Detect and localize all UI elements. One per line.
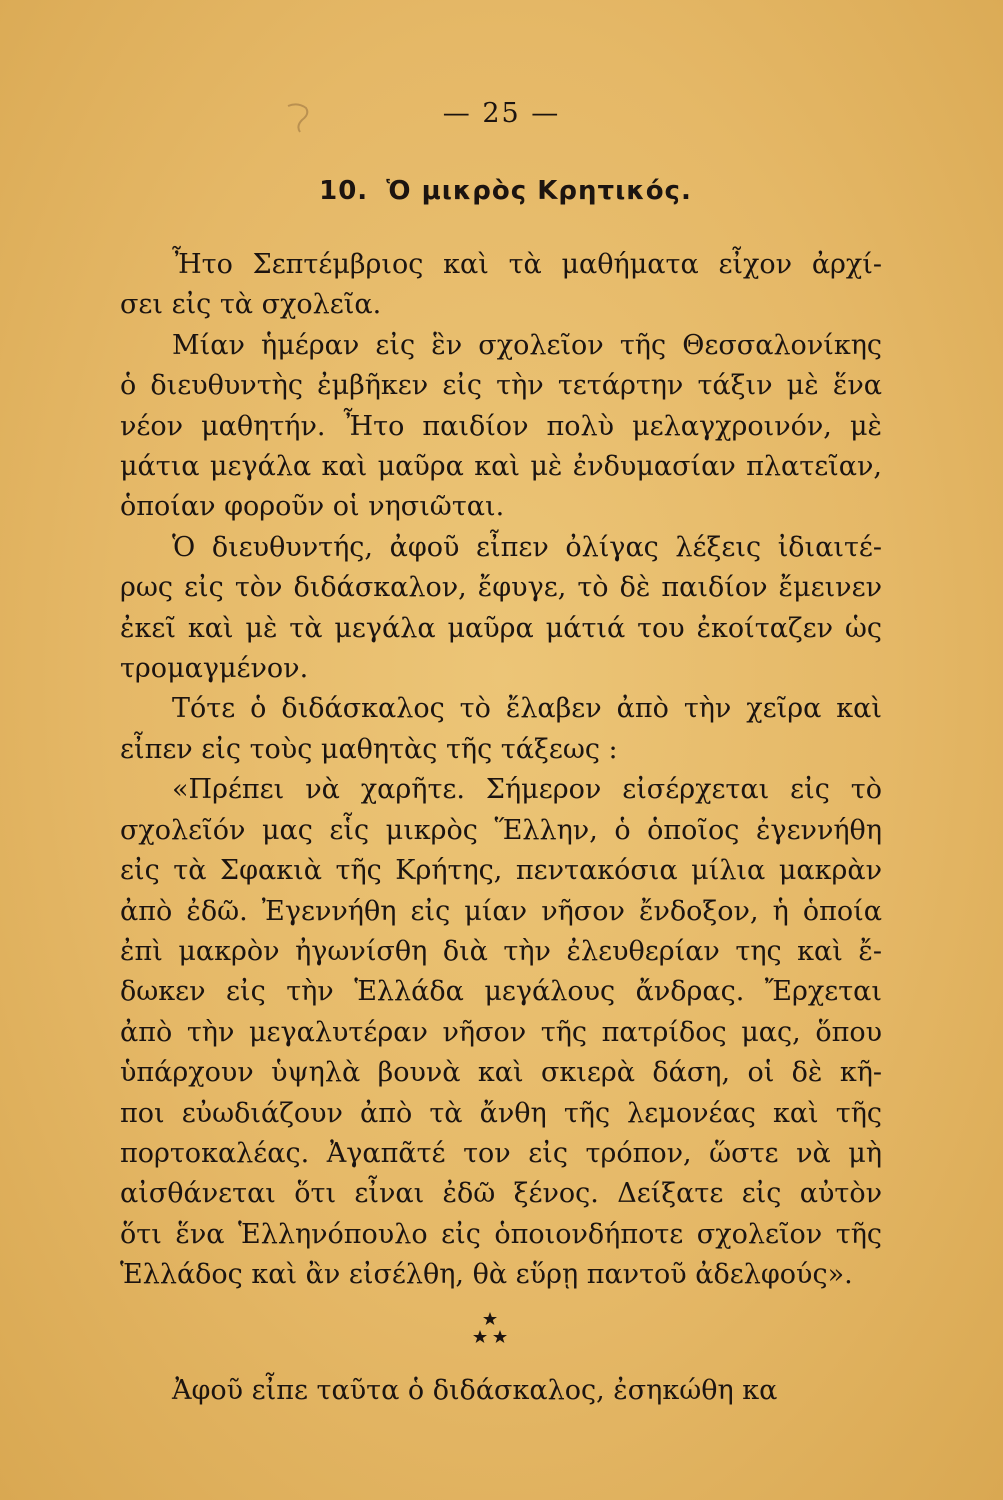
text-line: Ὁ διευθυντής, ἀφοῦ εἶπεν ὀλίγας λέξεις ἰδιαιτέ- [172,531,882,563]
chapter-heading [0,176,1003,206]
text-line: εἰς τὰ Σφακιὰ τῆς Κρήτης, πεντακόσια μίλια μακρὰν [120,855,882,887]
text-line: Τότε ὁ διδάσκαλος τὸ ἔλαβεν ἀπὸ τὴν χεῖρα καὶ [172,693,882,725]
text-line: ρως εἰς τὸν διδάσκαλον, ἔφυγε, τὸ δὲ παιδίον ἔμεινεν [120,572,882,604]
text-line: πορτοκαλέας. Ἀγαπᾶτέ τον εἰς τρόπον, ὥστε νὰ μὴ [120,1137,882,1169]
text-line: ἀπὸ ἐδῶ. Ἐγεννήθη εἰς μίαν νῆσον ἔνδοξον, ἡ ὁποία [120,895,882,927]
text-line: ἐπὶ μακρὸν ἠγωνίσθη διὰ τὴν ἐλευθερίαν της καὶ ἔ- [120,935,882,967]
text-line: Ἀφοῦ εἶπε ταῦτα ὁ διδάσκαλος, ἐσηκώθη κα [172,1375,778,1406]
text-line: μάτια μεγάλα καὶ μαῦρα καὶ μὲ ἐνδυμασίαν πλατεῖαν, [120,451,882,483]
text-line: τρομαγμένον. [120,653,309,685]
text-line: Μίαν ἡμέραν εἰς ἓν σχολεῖον τῆς Θεσσαλονίκης [172,329,882,361]
text-line: ἐκεῖ καὶ μὲ τὰ μεγάλα μαῦρα μάτιά του ἐκοίταζεν ὡς [120,612,882,644]
text-line: ποι εὐωδιάζουν ἀπὸ τὰ ἄνθη τῆς λεμονέας καὶ τῆς [120,1097,882,1129]
text-line: ἀπὸ τὴν μεγαλυτέραν νῆσον τῆς πατρίδος μας, ὅπου [120,1016,882,1048]
text-line: ὁ διευθυντὴς ἐμβῆκεν εἰς τὴν τετάρτην τάξιν μὲ ἕνα [120,370,882,402]
text-line: σει εἰς τὰ σχολεῖα. [120,289,382,321]
asterism-divider [470,1312,510,1348]
text-line: Ἑλλάδος καὶ ἂν εἰσέλθη, θὰ εὕρῃ παντοῦ ἀδελφούς». [120,1259,853,1291]
text-line: «Πρέπει νὰ χαρῆτε. Σήμερον εἰσέρχεται εἰς τὸ [172,774,882,806]
text-line: σχολεῖόν μας εἷς μικρὸς Ἕλλην, ὁ ὁποῖος ἐγεννήθη [120,814,882,846]
text-line: ὅτι ἕνα Ἑλληνόπουλο εἰς ὁποιονδήποτε σχολεῖον τῆς [120,1218,882,1250]
text-line: ὁποίαν φοροῦν οἱ νησιῶται. [120,491,505,523]
text-line: αἰσθάνεται ὅτι εἶναι ἐδῶ ξένος. Δείξατε εἰς αὐτὸν [120,1178,882,1210]
star-icon [483,1312,497,1325]
text-line: Ἦτο Σεπτέμβριος καὶ τὰ μαθήματα εἶχον ἀρχί- [172,249,882,280]
text-line: δωκεν εἰς τὴν Ἑλλάδα μεγάλους ἄνδρας. Ἔρχεται [120,976,882,1008]
chapter-title: Ὁ μικρὸς Κρητικός. [386,176,692,206]
text-line: νέον μαθητήν. Ἦτο παιδίον πολὺ μελαγχροινόν, μὲ [120,410,882,442]
star-icon [493,1330,507,1343]
body-text [120,245,882,1296]
star-icon [473,1330,487,1343]
text-line: ὑπάρχουν ὑψηλὰ βουνὰ καὶ σκιερὰ δάση, οἱ δὲ κῆ- [120,1057,882,1089]
chapter-number: 10. [319,176,369,206]
page-number: — 25 — [442,98,561,129]
continuation-text [120,1371,882,1411]
text-line: εἶπεν εἰς τοὺς μαθητὰς τῆς τάξεως : [120,733,618,765]
